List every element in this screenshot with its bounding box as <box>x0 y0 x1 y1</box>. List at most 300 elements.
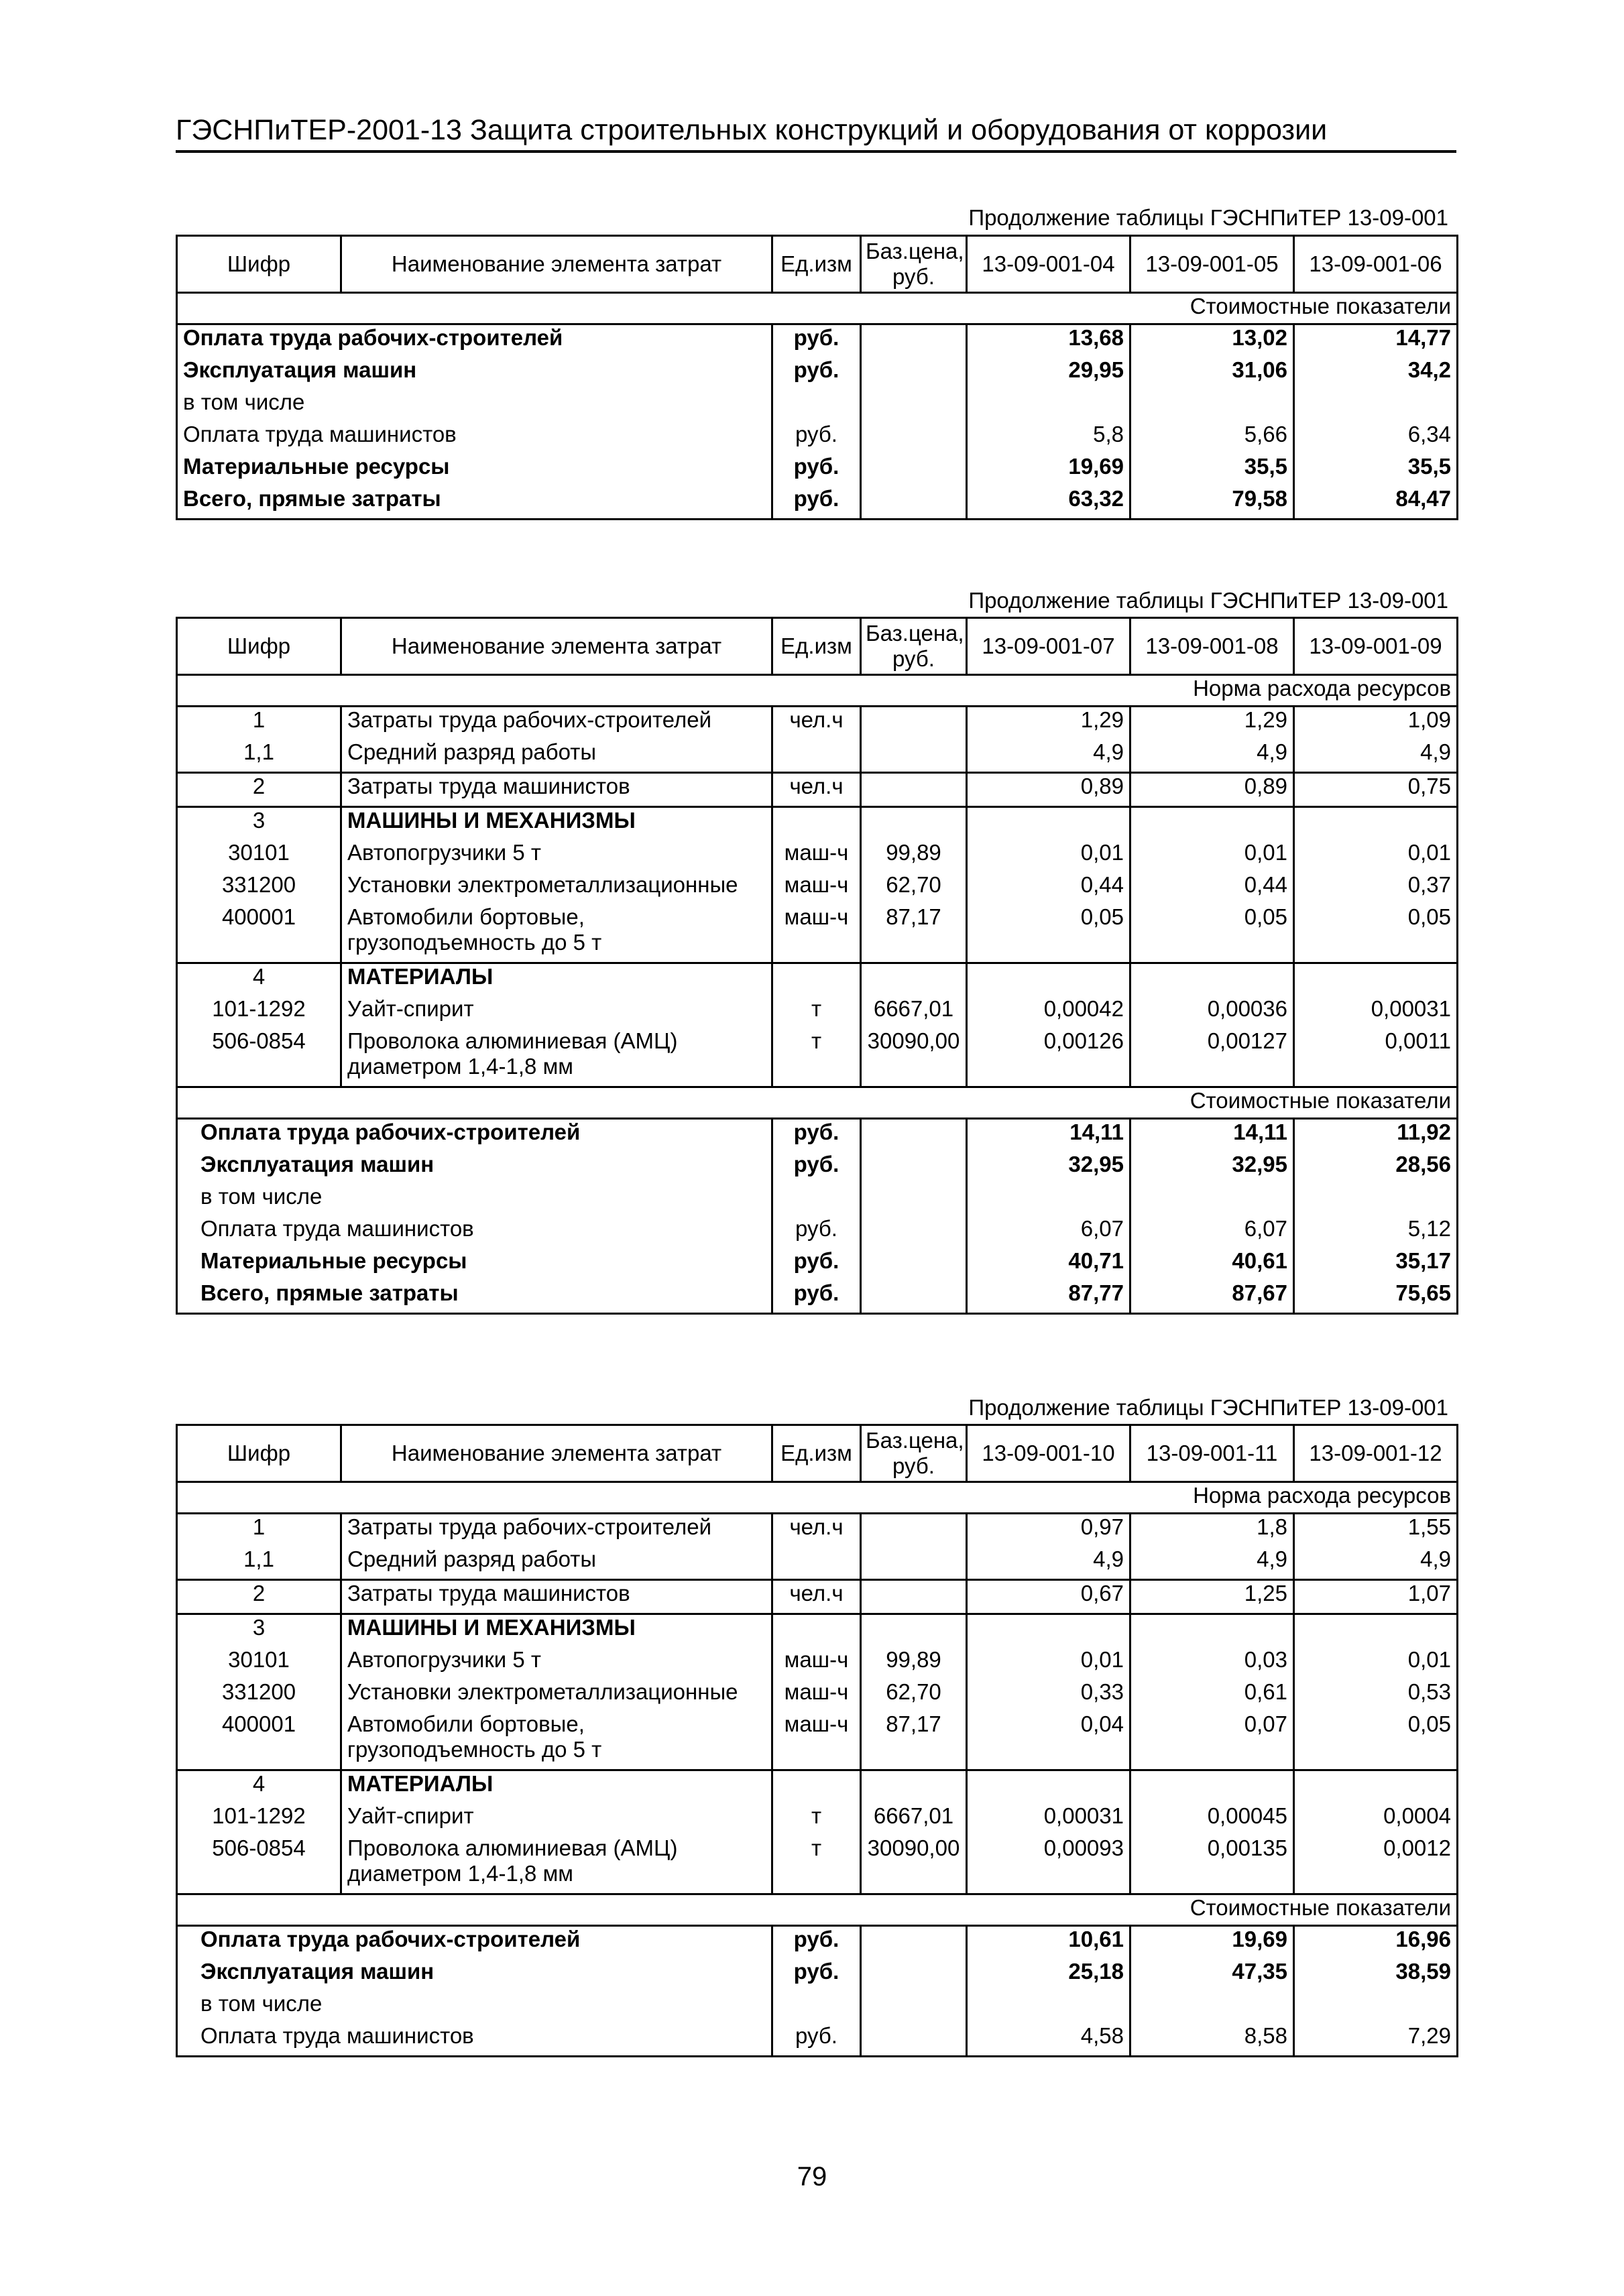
table-row <box>177 904 1458 963</box>
resource-value: 0,00126 <box>967 1028 1130 1087</box>
table-row <box>177 1770 1458 1804</box>
resource-value: 1,09 <box>1294 707 1458 740</box>
resource-name: Установки электрометаллизационные <box>347 1679 738 1704</box>
col-code-12: 13-09-001-12 <box>1294 1425 1458 1482</box>
table-row <box>177 1711 1458 1770</box>
cost-unit <box>772 1184 861 1216</box>
resource-value: 0,01 <box>967 840 1130 872</box>
resource-value: 0,37 <box>1294 872 1458 904</box>
resource-value: 0,33 <box>967 1679 1130 1711</box>
resource-unit <box>772 963 861 997</box>
resource-code: 331200 <box>177 1679 341 1711</box>
resource-code: 30101 <box>177 1647 341 1679</box>
cost-value <box>1130 1184 1294 1216</box>
cost-unit: руб. <box>772 422 861 454</box>
resource-code: 331200 <box>177 872 341 904</box>
resource-price <box>861 1614 967 1648</box>
resource-value: 0,05 <box>1294 904 1458 963</box>
col-code-06: 13-09-001-06 <box>1294 236 1458 293</box>
resource-price: 62,70 <box>861 1679 967 1711</box>
resource-price <box>861 1580 967 1614</box>
table-row <box>177 1028 1458 1087</box>
cost-value: 47,35 <box>1130 1959 1294 1991</box>
resource-code: 3 <box>177 807 341 841</box>
resource-value <box>1294 963 1458 997</box>
table-row <box>177 486 1458 520</box>
cost-value: 79,58 <box>1130 486 1294 520</box>
resource-value: 0,05 <box>967 904 1130 963</box>
cost-name: Оплата труда машинистов <box>183 422 457 446</box>
resource-unit: т <box>772 1028 861 1087</box>
resource-value: 1,29 <box>967 707 1130 740</box>
table-row <box>177 1991 1458 2023</box>
resource-unit <box>772 807 861 841</box>
resource-value: 0,01 <box>1294 1647 1458 1679</box>
resource-code: 2 <box>177 773 341 807</box>
resource-name: Уайт-спирит <box>347 1803 474 1828</box>
cost-price <box>861 1959 967 1991</box>
cost-price <box>861 1119 967 1152</box>
table-row <box>177 422 1458 454</box>
norms-section-label: Норма расхода ресурсов <box>177 1482 1458 1514</box>
cost-section-label: Стоимостные показатели <box>177 1087 1458 1119</box>
cost-unit: руб. <box>772 1248 861 1280</box>
cost-name: Оплата труда машинистов <box>200 2023 474 2048</box>
cost-value: 35,5 <box>1294 454 1458 486</box>
table-row <box>177 454 1458 486</box>
resource-name: Затраты труда рабочих-строителей <box>347 707 712 732</box>
col-unit-header: Ед.изм <box>772 236 861 293</box>
cost-price <box>861 422 967 454</box>
section-cost-row <box>177 293 1458 324</box>
resource-value <box>1130 1614 1294 1648</box>
cost-value: 40,61 <box>1130 1248 1294 1280</box>
cost-value: 35,5 <box>1130 454 1294 486</box>
section-norms-row <box>177 675 1458 707</box>
table-caption: Продолжение таблицы ГЭСНПиТЕР 13-09-001 <box>968 588 1448 613</box>
resource-code: 101-1292 <box>177 996 341 1028</box>
resource-value: 0,00135 <box>1130 1835 1294 1894</box>
table-row <box>177 707 1458 740</box>
resource-price: 87,17 <box>861 1711 967 1770</box>
resource-unit: маш-ч <box>772 1679 861 1711</box>
cost-price <box>861 1152 967 1184</box>
cost-value: 13,68 <box>967 324 1130 358</box>
cost-unit: руб. <box>772 1216 861 1248</box>
resource-value: 0,0004 <box>1294 1803 1458 1835</box>
resource-name: МАШИНЫ И МЕХАНИЗМЫ <box>341 1614 772 1648</box>
col-code-10: 13-09-001-10 <box>967 1425 1130 1482</box>
resource-code: 1,1 <box>177 1547 341 1580</box>
cost-name: Эксплуатация машин <box>200 1152 434 1176</box>
resource-value: 0,00036 <box>1130 996 1294 1028</box>
page-number: 79 <box>797 2162 827 2191</box>
table-row <box>177 1547 1458 1580</box>
resource-price: 99,89 <box>861 1647 967 1679</box>
table-row <box>177 739 1458 773</box>
cost-name: Оплата труда рабочих-строителей <box>200 1120 581 1144</box>
resource-value: 0,03 <box>1130 1647 1294 1679</box>
resource-value: 0,07 <box>1130 1711 1294 1770</box>
cost-value: 25,18 <box>967 1959 1130 1991</box>
resource-code: 506-0854 <box>177 1028 341 1087</box>
cost-name: в том числе <box>183 389 305 414</box>
resource-value: 0,05 <box>1130 904 1294 963</box>
resource-value: 0,89 <box>1130 773 1294 807</box>
cost-value: 5,12 <box>1294 1216 1458 1248</box>
table-caption: Продолжение таблицы ГЭСНПиТЕР 13-09-001 <box>968 205 1448 230</box>
col-unit-header: Ед.изм <box>772 1425 861 1482</box>
resource-price: 87,17 <box>861 904 967 963</box>
col-code-08: 13-09-001-08 <box>1130 618 1294 675</box>
cost-price <box>861 2023 967 2057</box>
cost-value: 16,96 <box>1294 1926 1458 1959</box>
cost-value <box>967 1991 1130 2023</box>
cost-value: 7,29 <box>1294 2023 1458 2057</box>
col-name-header: Наименование элемента затрат <box>341 618 772 675</box>
cost-value: 14,11 <box>1130 1119 1294 1152</box>
cost-value: 32,95 <box>1130 1152 1294 1184</box>
cost-value: 32,95 <box>967 1152 1130 1184</box>
cost-value: 6,34 <box>1294 422 1458 454</box>
resource-name: Затраты труда машинистов <box>341 773 772 807</box>
cost-unit: руб. <box>772 1926 861 1959</box>
resource-value <box>967 807 1130 841</box>
cost-value <box>1294 1184 1458 1216</box>
cost-name: в том числе <box>200 1991 323 2016</box>
col-code-11: 13-09-001-11 <box>1130 1425 1294 1482</box>
section-cost-row <box>177 1087 1458 1119</box>
resource-name: Затраты труда машинистов <box>341 1580 772 1614</box>
cost-value: 87,77 <box>967 1280 1130 1314</box>
resource-unit: чел.ч <box>772 1580 861 1614</box>
resource-code: 4 <box>177 963 341 997</box>
resource-value <box>967 1614 1130 1648</box>
cost-name: Оплата труда машинистов <box>200 1216 474 1241</box>
resource-name: Средний разряд работы <box>347 1547 597 1571</box>
col-code-07: 13-09-001-07 <box>967 618 1130 675</box>
cost-value: 87,67 <box>1130 1280 1294 1314</box>
cost-value: 5,8 <box>967 422 1130 454</box>
table-row <box>177 1216 1458 1248</box>
cost-unit: руб. <box>772 2023 861 2057</box>
table-row <box>177 1614 1458 1648</box>
cost-name: Всего, прямые затраты <box>200 1280 459 1305</box>
resource-name: МАТЕРИАЛЫ <box>341 1770 772 1804</box>
table-row <box>177 1119 1458 1152</box>
cost-value: 5,66 <box>1130 422 1294 454</box>
col-unit-header: Ед.изм <box>772 618 861 675</box>
resource-name: Проволока алюминиевая (АМЦ) диаметром 1,4-1,8 мм <box>347 1028 678 1079</box>
resource-price <box>861 773 967 807</box>
resource-unit: маш-ч <box>772 1711 861 1770</box>
resource-value: 0,00045 <box>1130 1803 1294 1835</box>
resource-value: 0,05 <box>1294 1711 1458 1770</box>
resource-price <box>861 739 967 773</box>
resource-unit: т <box>772 996 861 1028</box>
cost-value: 19,69 <box>1130 1926 1294 1959</box>
table-row <box>177 1926 1458 1959</box>
resource-price: 6667,01 <box>861 1803 967 1835</box>
cost-value <box>1130 1991 1294 2023</box>
resource-value <box>1130 1770 1294 1804</box>
table-row <box>177 2023 1458 2057</box>
table-header-row <box>177 1425 1458 1482</box>
section-norms-row <box>177 1482 1458 1514</box>
cost-value <box>1130 389 1294 422</box>
table-row <box>177 357 1458 389</box>
cost-value: 14,77 <box>1294 324 1458 358</box>
resource-unit <box>772 739 861 773</box>
rates-table-2 <box>176 617 1458 1315</box>
resource-value <box>1294 807 1458 841</box>
cost-price <box>861 324 967 358</box>
cost-value: 29,95 <box>967 357 1130 389</box>
resource-value: 0,00093 <box>967 1835 1130 1894</box>
resource-value: 0,01 <box>1130 840 1294 872</box>
table-row <box>177 1959 1458 1991</box>
col-code-header: Шифр <box>177 1425 341 1482</box>
col-price-header: Баз.цена, руб. <box>861 236 967 293</box>
col-code-header: Шифр <box>177 618 341 675</box>
resource-code: 1,1 <box>177 739 341 773</box>
cost-value: 28,56 <box>1294 1152 1458 1184</box>
cost-unit <box>772 389 861 422</box>
cost-value: 8,58 <box>1130 2023 1294 2057</box>
resource-value: 0,04 <box>967 1711 1130 1770</box>
cost-unit <box>772 1991 861 2023</box>
resource-name: Автомобили бортовые, грузоподъемность до 5 т <box>347 1711 602 1762</box>
resource-name: МАТЕРИАЛЫ <box>341 963 772 997</box>
page-header: ГЭСНПиТЕР-2001-13 Защита строительных конструкций и оборудования от коррозии <box>176 113 1456 153</box>
table-caption: Продолжение таблицы ГЭСНПиТЕР 13-09-001 <box>968 1395 1448 1420</box>
cost-section-label: Стоимостные показатели <box>177 293 1458 324</box>
resource-value: 0,00042 <box>967 996 1130 1028</box>
cost-value: 31,06 <box>1130 357 1294 389</box>
cost-price <box>861 1926 967 1959</box>
col-name-header: Наименование элемента затрат <box>341 1425 772 1482</box>
cost-value: 11,92 <box>1294 1119 1458 1152</box>
resource-unit: чел.ч <box>772 773 861 807</box>
resource-value <box>1130 807 1294 841</box>
resource-value: 0,00127 <box>1130 1028 1294 1087</box>
resource-code: 2 <box>177 1580 341 1614</box>
resource-price: 62,70 <box>861 872 967 904</box>
cost-value: 75,65 <box>1294 1280 1458 1314</box>
table-row <box>177 1152 1458 1184</box>
cost-value: 10,61 <box>967 1926 1130 1959</box>
cost-price <box>861 486 967 520</box>
resource-value: 1,8 <box>1130 1514 1294 1547</box>
table-row <box>177 389 1458 422</box>
resource-unit <box>772 1770 861 1804</box>
resource-unit: маш-ч <box>772 840 861 872</box>
table-row <box>177 1835 1458 1894</box>
resource-price: 6667,01 <box>861 996 967 1028</box>
cost-price <box>861 1280 967 1314</box>
resource-value: 0,67 <box>967 1580 1130 1614</box>
resource-name: Проволока алюминиевая (АМЦ) диаметром 1,4-1,8 мм <box>347 1835 678 1886</box>
col-code-04: 13-09-001-04 <box>967 236 1130 293</box>
cost-value: 14,11 <box>967 1119 1130 1152</box>
cost-value: 35,17 <box>1294 1248 1458 1280</box>
cost-unit: руб. <box>772 454 861 486</box>
resource-unit: маш-ч <box>772 872 861 904</box>
resource-value: 0,01 <box>1294 840 1458 872</box>
cost-price <box>861 1184 967 1216</box>
resource-price <box>861 1547 967 1580</box>
resource-value: 0,61 <box>1130 1679 1294 1711</box>
resource-unit: маш-ч <box>772 1647 861 1679</box>
resource-unit <box>772 1614 861 1648</box>
table-row <box>177 1679 1458 1711</box>
resource-price <box>861 1514 967 1547</box>
resource-value <box>1130 963 1294 997</box>
cost-unit: руб. <box>772 357 861 389</box>
cost-name: Эксплуатация машин <box>200 1959 434 1984</box>
rates-table-3 <box>176 1424 1458 2057</box>
table-row <box>177 1248 1458 1280</box>
cost-value <box>1294 1991 1458 2023</box>
table-row <box>177 840 1458 872</box>
cost-value <box>1294 389 1458 422</box>
resource-unit: т <box>772 1835 861 1894</box>
cost-value <box>967 389 1130 422</box>
resource-value <box>967 1770 1130 1804</box>
table-header-row <box>177 236 1458 293</box>
table-row <box>177 324 1458 358</box>
cost-value: 38,59 <box>1294 1959 1458 1991</box>
cost-value: 34,2 <box>1294 357 1458 389</box>
cost-value: 6,07 <box>967 1216 1130 1248</box>
resource-price <box>861 963 967 997</box>
resource-value <box>967 963 1130 997</box>
resource-value: 1,55 <box>1294 1514 1458 1547</box>
cost-name: Материальные ресурсы <box>183 454 450 479</box>
cost-unit: руб. <box>772 1959 861 1991</box>
resource-code: 1 <box>177 707 341 740</box>
cost-value: 6,07 <box>1130 1216 1294 1248</box>
resource-code: 400001 <box>177 1711 341 1770</box>
resource-value: 0,53 <box>1294 1679 1458 1711</box>
cost-name: в том числе <box>200 1184 323 1209</box>
resource-value: 4,9 <box>1294 1547 1458 1580</box>
col-code-05: 13-09-001-05 <box>1130 236 1294 293</box>
cost-name: Материальные ресурсы <box>200 1248 467 1273</box>
resource-code: 506-0854 <box>177 1835 341 1894</box>
resource-unit: чел.ч <box>772 1514 861 1547</box>
table-header-row <box>177 618 1458 675</box>
cost-unit: руб. <box>772 1119 861 1152</box>
resource-code: 3 <box>177 1614 341 1648</box>
resource-value: 4,9 <box>967 739 1130 773</box>
cost-price <box>861 389 967 422</box>
cost-unit: руб. <box>772 486 861 520</box>
col-price-header: Баз.цена, руб. <box>861 618 967 675</box>
resource-unit: т <box>772 1803 861 1835</box>
resource-name: Уайт-спирит <box>347 996 474 1021</box>
resource-unit: маш-ч <box>772 904 861 963</box>
cost-value: 84,47 <box>1294 486 1458 520</box>
resource-code: 30101 <box>177 840 341 872</box>
table-row <box>177 1803 1458 1835</box>
cost-name: Оплата труда рабочих-строителей <box>183 325 563 350</box>
table-row <box>177 996 1458 1028</box>
resource-price <box>861 1770 967 1804</box>
table-row <box>177 1647 1458 1679</box>
table-row <box>177 1580 1458 1614</box>
cost-price <box>861 454 967 486</box>
resource-value: 0,44 <box>1130 872 1294 904</box>
cost-value: 19,69 <box>967 454 1130 486</box>
resource-value: 1,07 <box>1294 1580 1458 1614</box>
col-code-header: Шифр <box>177 236 341 293</box>
resource-value: 0,00031 <box>1294 996 1458 1028</box>
cost-unit: руб. <box>772 324 861 358</box>
resource-price <box>861 707 967 740</box>
resource-value <box>1294 1614 1458 1648</box>
resource-name: Автопогрузчики 5 т <box>347 840 541 865</box>
table-row <box>177 872 1458 904</box>
resource-value: 0,0011 <box>1294 1028 1458 1087</box>
resource-name: Автомобили бортовые, грузоподъемность до 5 т <box>347 904 602 955</box>
resource-name: Средний разряд работы <box>347 739 597 764</box>
cost-unit: руб. <box>772 1152 861 1184</box>
cost-value: 13,02 <box>1130 324 1294 358</box>
resource-unit: чел.ч <box>772 707 861 740</box>
resource-value: 1,25 <box>1130 1580 1294 1614</box>
col-name-header: Наименование элемента затрат <box>341 236 772 293</box>
cost-name: Оплата труда рабочих-строителей <box>200 1927 581 1951</box>
table-row <box>177 807 1458 841</box>
resource-name: Затраты труда рабочих-строителей <box>347 1514 712 1539</box>
cost-price <box>861 1216 967 1248</box>
resource-name: Установки электрометаллизационные <box>347 872 738 897</box>
resource-unit <box>772 1547 861 1580</box>
resource-value: 4,9 <box>967 1547 1130 1580</box>
cost-price <box>861 1991 967 2023</box>
resource-value: 0,75 <box>1294 773 1458 807</box>
resource-price <box>861 807 967 841</box>
cost-section-label: Стоимостные показатели <box>177 1894 1458 1926</box>
table-row <box>177 773 1458 807</box>
table-row <box>177 1280 1458 1314</box>
resource-value: 1,29 <box>1130 707 1294 740</box>
resource-value: 0,89 <box>967 773 1130 807</box>
rates-table-1 <box>176 235 1458 520</box>
resource-value: 0,00031 <box>967 1803 1130 1835</box>
resource-code: 1 <box>177 1514 341 1547</box>
resource-value: 0,44 <box>967 872 1130 904</box>
cost-value <box>967 1184 1130 1216</box>
cost-value: 63,32 <box>967 486 1130 520</box>
resource-value: 4,9 <box>1130 739 1294 773</box>
cost-price <box>861 1248 967 1280</box>
norms-section-label: Норма расхода ресурсов <box>177 675 1458 707</box>
col-price-header: Баз.цена, руб. <box>861 1425 967 1482</box>
resource-code: 101-1292 <box>177 1803 341 1835</box>
table-row <box>177 963 1458 997</box>
cost-price <box>861 357 967 389</box>
cost-value: 40,71 <box>967 1248 1130 1280</box>
resource-name: МАШИНЫ И МЕХАНИЗМЫ <box>341 807 772 841</box>
cost-value: 4,58 <box>967 2023 1130 2057</box>
cost-name: Всего, прямые затраты <box>183 486 441 511</box>
resource-value: 4,9 <box>1294 739 1458 773</box>
resource-value: 0,01 <box>967 1647 1130 1679</box>
resource-value: 4,9 <box>1130 1547 1294 1580</box>
resource-value: 0,0012 <box>1294 1835 1458 1894</box>
